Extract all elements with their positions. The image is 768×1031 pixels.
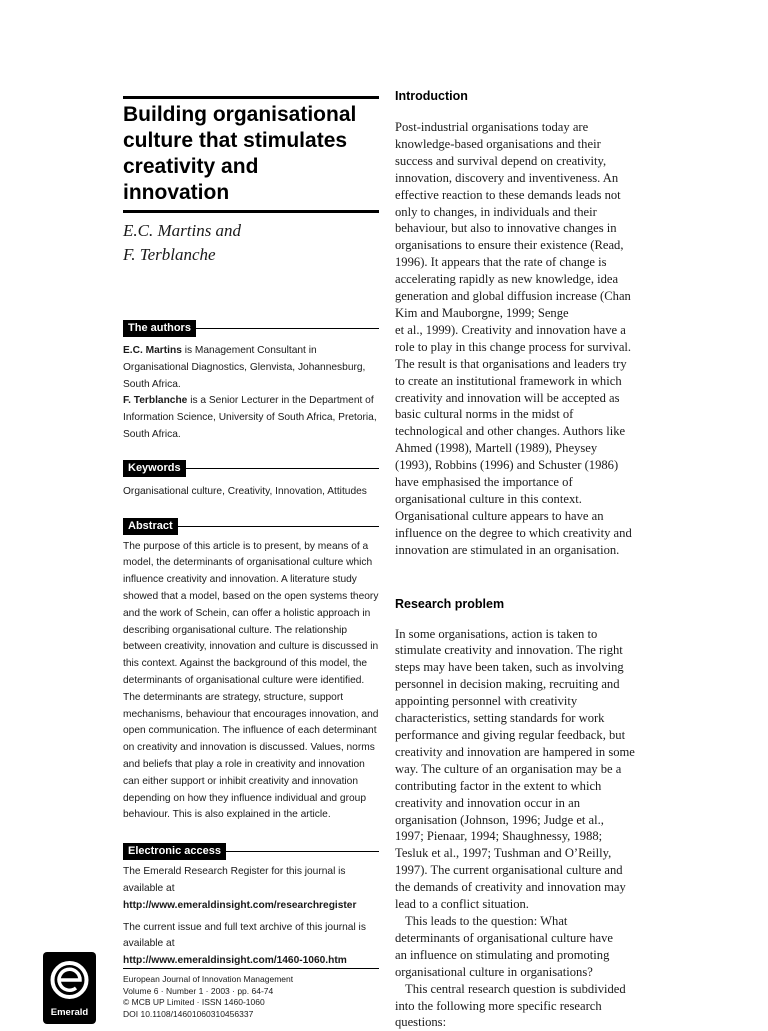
body-line: Post-industrial organisations today are: [395, 120, 589, 134]
abstract-line: on creativity and innovation is discussed. Values, norms: [123, 742, 375, 754]
body-line: influence on the degree to which creativity and: [395, 525, 632, 540]
author-line: F. Terblanche: [123, 245, 216, 264]
bio-text: Organisational Diagnostics, Glenvista, Johannesburg,: [123, 361, 366, 373]
body-line: organisations to ensure their existence (Read,: [395, 238, 624, 253]
journal-name: European Journal of Innovation Management: [123, 974, 294, 984]
body-line: to create an institutional framework in which: [395, 373, 622, 388]
body-line: steps may have been taken, such as involving: [395, 660, 624, 675]
section-rule: [186, 468, 379, 469]
abstract-line: open communication. The influence of each determinant: [123, 725, 377, 737]
body-line: organisational culture in this context.: [395, 491, 582, 506]
author-name: F. Terblanche: [123, 395, 188, 407]
body-line: et al., 1999). Creativity and innovation have a: [395, 322, 626, 337]
electronic-access-text: [123, 864, 379, 970]
title-bottom-rule: [123, 210, 379, 213]
research-problem-heading: Research problem: [395, 596, 505, 611]
body-line: organisational culture in organisations?: [395, 964, 593, 979]
left-column: [123, 96, 379, 970]
body-line: 1996). It appears that the rate of change is: [395, 255, 607, 270]
body-line: This central research question is subdivided: [405, 981, 626, 996]
journal-footer: [123, 968, 379, 1020]
abstract-line: between creativity, innovation and culture is discussed in: [123, 641, 379, 653]
journal-doi: DOI 10.1108/14601060310456337: [123, 1008, 254, 1019]
body-line: technological and other changes. Authors like: [395, 424, 626, 439]
body-line: stimulate creativity and innovation. The right: [395, 643, 623, 658]
body-line: success and survival depend on creativity,: [395, 153, 607, 168]
access-line: available at: [123, 882, 175, 894]
abstract-line: The determinants are strategy, structure, support: [123, 691, 344, 703]
bio-text: South Africa.: [123, 378, 181, 390]
body-line: (1993), Robbins (1996) and Schuster (1986): [395, 458, 619, 473]
research-question-body: [395, 913, 655, 981]
abstract-line: mechanisms, behaviour that encourages innovation, and: [123, 708, 379, 720]
body-line: generation and global diffusion increase (Chan: [395, 289, 631, 304]
section-label: Keywords: [123, 460, 186, 477]
body-line: creativity and innovation occur in an: [395, 795, 580, 810]
abstract-text: [123, 539, 379, 825]
body-line: role to play in this change process for survival.: [395, 339, 632, 354]
body-line: innovation, discovery and inventiveness. An: [395, 170, 619, 185]
body-line: questions:: [395, 1015, 447, 1030]
bio-text: Information Science, University of South Africa, Pretoria,: [123, 412, 377, 424]
abstract-line: can either support or inhibit creativity and innovation: [123, 775, 359, 787]
title-line: Building organisational: [123, 103, 357, 126]
research-register-link[interactable]: http://www.emeraldinsight.com/researchregister: [123, 899, 357, 911]
body-line: only to changes, in individuals and their: [395, 204, 597, 219]
abstract-line: behaviour. This is also explained in the article.: [123, 809, 331, 821]
body-line: The result is that organisations and leaders try: [395, 356, 627, 371]
the-authors-section: [123, 319, 379, 444]
right-column: [395, 88, 655, 1031]
section-header: [123, 518, 379, 536]
title-line: innovation: [123, 181, 230, 204]
journal-copyright: © MCB UP Limited · ISSN 1460-1060: [123, 997, 265, 1007]
author-line: E.C. Martins and: [123, 221, 242, 240]
section-rule: [196, 328, 379, 329]
author-byline: [123, 219, 379, 267]
body-line: In some organisations, action is taken to: [395, 626, 598, 641]
section-label: The authors: [123, 320, 196, 337]
logo-label: Emerald: [50, 1007, 89, 1018]
body-line: the demands of creativity and innovation may: [395, 880, 626, 895]
access-line: The current issue and full text archive of this journal is: [123, 921, 366, 933]
body-line: accelerating rapidly as new knowledge, idea: [395, 272, 619, 287]
article-title: [123, 102, 379, 206]
body-line: behaviour, but also to innovative changes in: [395, 221, 617, 236]
abstract-line: model, the determinants of organisational culture which: [123, 557, 373, 569]
abstract-line: The purpose of this article is to present, by means of a: [123, 540, 369, 552]
emerald-logo: [43, 952, 96, 1024]
author-bios: [123, 343, 379, 444]
body-line: have emphasised the importance of: [395, 475, 573, 490]
body-line: personnel in decision making, recruiting and: [395, 677, 620, 692]
body-line: Kim and Mauborgne, 1999; Senge: [395, 305, 569, 320]
body-line: effective reaction to these demands leads not: [395, 187, 621, 202]
body-line: into the following more specific research: [395, 998, 602, 1013]
section-label: Abstract: [123, 518, 178, 535]
body-line: Organisational culture appears to have an: [395, 508, 604, 523]
bio-text: South Africa.: [123, 428, 181, 440]
body-line: Ahmed (1998), Martell (1989), Pheysey: [395, 441, 598, 456]
body-line: contributing factor in the extent to which: [395, 778, 602, 793]
abstract-line: describing organisational culture. The relationship: [123, 624, 348, 636]
body-line: This leads to the question: What: [405, 913, 568, 928]
abstract-line: and the work of Schein, can offer a holistic approach in: [123, 607, 371, 619]
title-line: culture that stimulates: [123, 129, 348, 152]
emerald-e-icon: [43, 952, 96, 1008]
body-line: creativity and innovation are hampered in some: [395, 744, 635, 759]
abstract-line: showed that a model, based on the open systems theory: [123, 590, 379, 602]
section-header: [123, 319, 379, 337]
body-line: appointing personnel with creativity: [395, 694, 578, 709]
body-line: organisation (Johnson, 1996; Judge et al.,: [395, 812, 604, 827]
section-header: [123, 842, 379, 860]
abstract-line: depending on how they influence individual and group: [123, 792, 366, 804]
keywords-text: Organisational culture, Creativity, Innovation, Attitudes: [123, 485, 367, 497]
body-line: knowledge-based organisations and their: [395, 136, 601, 151]
research-problem-body: [395, 626, 655, 913]
abstract-line: influence creativity and innovation. A literature study: [123, 574, 357, 586]
body-line: Tesluk et al., 1997; Tushman and O’Reilly,: [395, 846, 612, 861]
abstract-line: and beliefs that play a role in creativity and innovation: [123, 758, 365, 770]
body-line: basic cultural norms in the midst of: [395, 407, 574, 422]
access-line: available at: [123, 938, 175, 950]
body-line: determinants of organisational culture have: [395, 930, 613, 945]
section-header: [123, 460, 379, 478]
body-line: lead to a conflict situation.: [395, 897, 529, 912]
section-rule: [226, 851, 379, 852]
abstract-line: determinants of organisational culture were identified.: [123, 674, 365, 686]
title-line: creativity and: [123, 155, 259, 178]
research-subquestions-body: [395, 981, 655, 1031]
title-top-rule: [123, 96, 379, 99]
body-line: 1997; Pienaar, 1994; Shaughnessy, 1988;: [395, 829, 603, 844]
body-line: 1997). The current organisational culture and: [395, 863, 623, 878]
electronic-access-section: [123, 842, 379, 970]
bio-text: is Management Consultant in: [181, 345, 317, 356]
introduction-heading: Introduction: [395, 89, 468, 103]
bio-text: is a Senior Lecturer in the Department of: [187, 395, 374, 407]
body-line: an influence on stimulating and promoting: [395, 947, 610, 962]
introduction-body: [395, 119, 655, 559]
body-line: way. The culture of an organisation may be a: [395, 761, 622, 776]
author-name: E.C. Martins: [123, 345, 182, 356]
body-line: innovation are stimulated in an organisation.: [395, 542, 620, 557]
section-rule: [178, 526, 379, 527]
abstract-section: [123, 518, 379, 825]
journal-volume: Volume 6 · Number 1 · 2003 · pp. 64-74: [123, 985, 274, 996]
journal-archive-link[interactable]: http://www.emeraldinsight.com/1460-1060.htm: [123, 955, 347, 967]
body-line: characteristics, setting standards for work: [395, 711, 605, 726]
keywords-section: [123, 460, 379, 501]
body-line: creativity and innovation will be accepted as: [395, 390, 620, 405]
section-label: Electronic access: [123, 843, 226, 860]
body-line: performance and giving regular feedback, but: [395, 728, 626, 742]
access-line: The Emerald Research Register for this journal is: [123, 866, 346, 878]
abstract-line: this context. Against the background of this model, the: [123, 658, 368, 670]
